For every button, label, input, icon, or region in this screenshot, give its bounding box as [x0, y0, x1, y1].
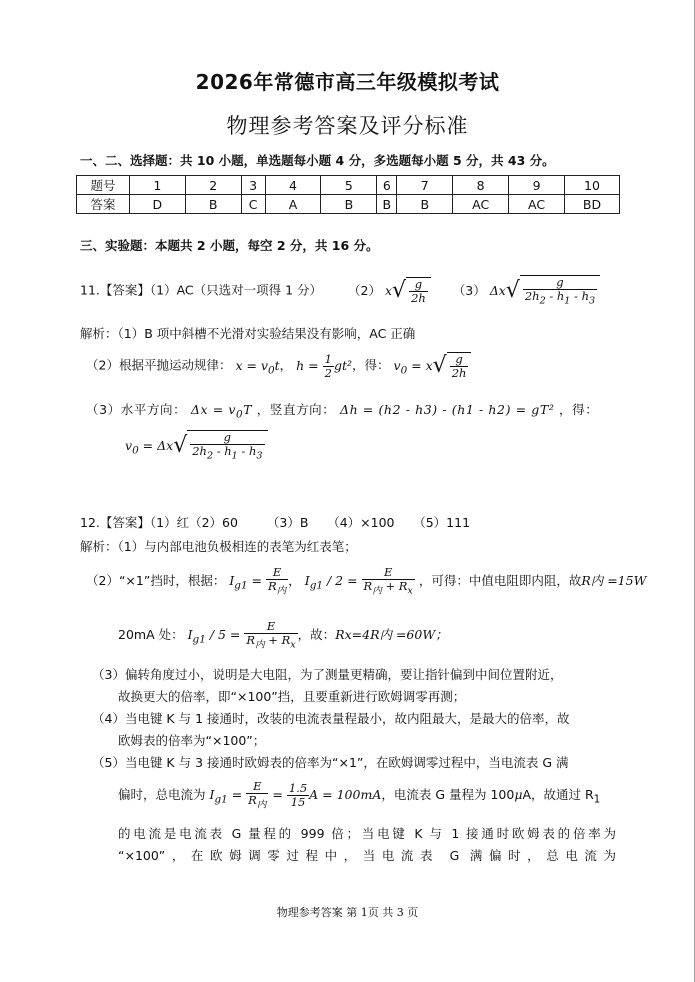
q11-formula-result: $v_0 = \Delta x√$ $\frac{g}{2h_2 - h_1 - h_3}$	[125, 430, 268, 462]
q12-explanation-4b: 欧姆表的倍率为“×100”；	[118, 733, 266, 748]
section3-heading: 三、实验题：本题共 2 小题，每空 2 分，共 16 分。	[80, 238, 379, 253]
table-cell: 2	[185, 176, 241, 195]
table-cell: AC	[453, 195, 509, 214]
q12-explanation-4a: （4）当电键 K 与 1 接通时，改装的电流表量程最小，故内阻最大，是最大的倍率，故	[92, 711, 570, 726]
table-cell: 3	[241, 176, 265, 195]
q12-explanation-5c: 的电流是电流表 G 量程的 999 倍；当电键 K 与 1 接通时欧姆表的倍率为	[118, 826, 616, 841]
q11-answer-line: 11.【答案】（1）AC（只选对一项得 1 分） （2） x√ $\frac{g}{2h}$ （3） Δx√ $\frac{g}{2h_2 - h_1 - h_3}$	[80, 275, 600, 307]
table-cell: 4	[265, 176, 321, 195]
q12-explanation-3a: （3）偏转角度过小，说明是大电阻，为了测量更精确，要让指针偏到中间位置附近，	[92, 667, 563, 682]
q12-explanation-5b: 偏时，总电流为 $I_{g1}$ = $\frac{E}{R_内}$ = $\frac{1.5}{15}$ A = 100mA，电流表 G 量程为 100μA，故通过 $R_1$	[118, 779, 601, 811]
q12-explanation-2: （2）“×1”挡时，根据： $I_{g1}$ = $\frac{E}{R_内}$ ， $I_{g1} / 2$ = $\frac{E}{R_内 + R_x}$ ，可得：中值电阻即内阻，故R内 =15W	[86, 565, 647, 597]
table-cell: A	[265, 195, 321, 214]
table-cell: D	[129, 195, 185, 214]
q11-explanation-3: （3）水平方向： $\Delta x = v_0T$ ，竖直方向： Δh = (h2 - h3) - (h1 - h2) = gT² ，得：	[86, 402, 599, 421]
table-cell: B	[185, 195, 241, 214]
table-cell: C	[241, 195, 265, 214]
q11-explanation-2: （2）根据平抛运动规律： $x = v_0t$， h = $\frac{1}{2}$ gt²，得： $v_0 = x√$ $\frac{g}{2h}$	[86, 352, 471, 380]
table-row	[77, 176, 620, 195]
table-cell-label: 答案	[77, 195, 130, 214]
table-cell: 5	[321, 176, 377, 195]
table-cell: AC	[509, 195, 565, 214]
q11-answer-text: 11.【答案】（1）AC（只选对一项得 1 分）	[80, 282, 323, 298]
table-cell: 8	[453, 176, 509, 195]
page-subtitle: 物理参考答案及评分标准	[226, 114, 469, 138]
q12-explanation-1: 解析：（1）与内部电池负极相连的表笔为红表笔；	[80, 539, 357, 554]
table-cell: B	[377, 195, 397, 214]
table-row	[77, 195, 620, 214]
q12-explanation-2b: 20mA 处： $I_{g1} / 5$ = $\frac{E}{R_内 + R_x}$ ，故：Rx=4R内 =60W；	[118, 619, 448, 651]
table-cell: 9	[509, 176, 565, 195]
table-cell: 10	[565, 176, 620, 195]
table-cell: 7	[397, 176, 453, 195]
table-cell: 6	[377, 176, 397, 195]
table-cell-label: 题号	[77, 176, 130, 195]
section1-heading: 一、二、选择题：共 10 小题，单选题每小题 4 分，多选题每小题 5 分，共 43 分。	[80, 153, 555, 168]
q12-answer-line: 12.【答案】（1）红（2）60 （3）B （4）×100 （5）111	[80, 515, 471, 530]
q12-explanation-5a: （5）当电键 K 与 3 接通时欧姆表的倍率为“×1”，在欧姆调零过程中，当电流表 G 满	[92, 755, 569, 770]
page-title: 2026年常德市高三年级模拟考试	[195, 70, 500, 94]
page-footer: 物理参考答案 第 1页 共 3 页	[276, 906, 419, 919]
answer-table	[76, 175, 620, 214]
q12-explanation-3b: 故换更大的倍率，即“×100”挡，且要重新进行欧姆调零再测；	[118, 689, 466, 704]
q12-explanation-5d: “×100”，在欧姆调零过程中，当电流表 G 满偏时，总电流为	[118, 848, 616, 863]
table-cell: 1	[129, 176, 185, 195]
table-cell: B	[397, 195, 453, 214]
q11-formula-3: Δx√ $\frac{g}{2h_2 - h_1 - h_3}$	[490, 283, 600, 298]
q11-formula-2: x√ $\frac{g}{2h}$	[385, 283, 431, 298]
table-cell: BD	[565, 195, 620, 214]
table-cell: B	[321, 195, 377, 214]
q11-explanation-1: 解析：（1）B 项中斜槽不光滑对实验结果没有影响，AC 正确	[80, 326, 416, 341]
